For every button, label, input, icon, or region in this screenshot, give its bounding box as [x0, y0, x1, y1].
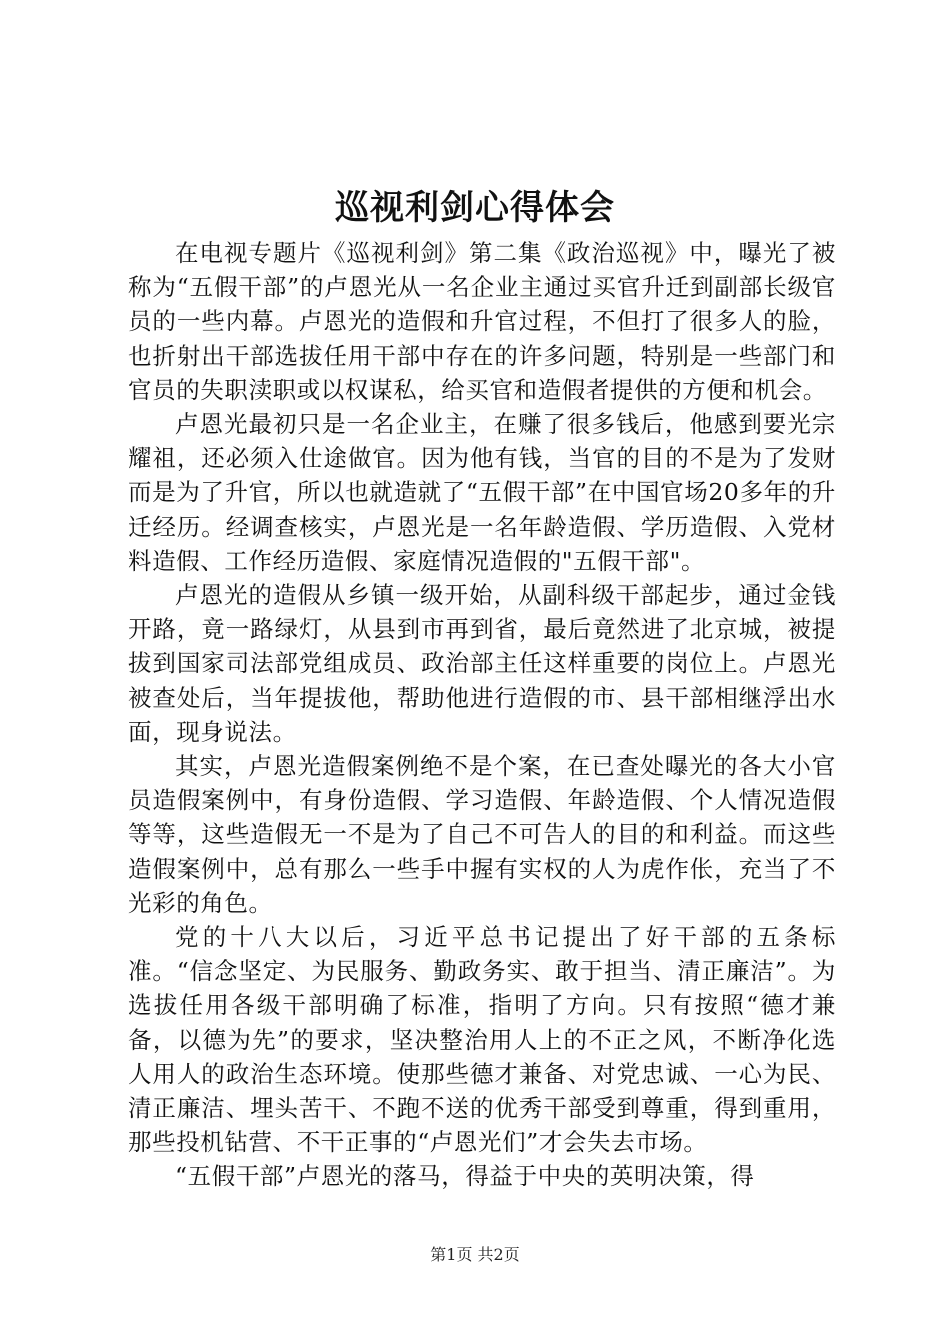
document-body: [128, 236, 836, 1194]
paragraph-2: 卢恩光最初只是一名企业主，在赚了很多钱后，他感到要光宗耀祖，还必须入仕途做官。因为他有钱，当官的目的不是为了发财而是为了升官，所以也就造就了“五假干部”在中国官场20多年的升迁经历。经调查核实，卢恩光是一名年龄造假、学历造假、入党材料造假、工作经历造假、家庭情况造假的"五假干部"。: [128, 410, 836, 575]
paragraph-3: 卢恩光的造假从乡镇一级开始，从副科级干部起步，通过金钱开路，竟一路绿灯，从县到市再到省，最后竟然进了北京城，被提拔到国家司法部党组成员、政治部主任这样重要的岗位上。卢恩光被查处后，当年提拔他，帮助他进行造假的市、县干部相继浮出水面，现身说法。: [128, 581, 836, 746]
page-number-footer: 第1页 共2页: [430, 1245, 520, 1264]
paragraph-5: 党的十八大以后，习近平总书记提出了好干部的五条标准。“信念坚定、为民服务、勤政务实、敢于担当、清正廉洁”。为选拔任用各级干部明确了标准，指明了方向。只有按照“德才兼备，以德为先”的要求，坚决整治用人上的不正之风，不断净化选人用人的政治生态环境。使那些德才兼备、对党忠诚、一心为民、清正廉洁、埋头苦干、不跑不送的优秀干部受到尊重，得到重用，那些投机钻营、不干正事的“卢恩光们”才会失去市场。: [128, 923, 836, 1157]
document-title: 巡视利剑心得体会: [335, 188, 615, 228]
paragraph-4: 其实，卢恩光造假案例绝不是个案，在已查处曝光的各大小官员造假案例中，有身份造假、学习造假、年龄造假、个人情况造假等等，这些造假无一不是为了自己不可告人的目的和利益。而这些造假案例中，总有那么一些手中握有实权的人为虎作伥，充当了不光彩的角色。: [128, 752, 836, 917]
paragraph-6: “五假干部”卢恩光的落马，得益于中央的英明决策，得: [175, 1162, 755, 1191]
paragraph-1: 在电视专题片《巡视利剑》第二集《政治巡视》中，曝光了被称为“五假干部”的卢恩光从一名企业主通过买官升迁到副部长级官员的一些内幕。卢恩光的造假和升官过程，不但打了很多人的脸，也折射出干部选拔任用干部中存在的许多问题，特别是一些部门和官员的失职渎职或以权谋私，给买官和造假者提供的方便和机会。: [128, 239, 836, 404]
